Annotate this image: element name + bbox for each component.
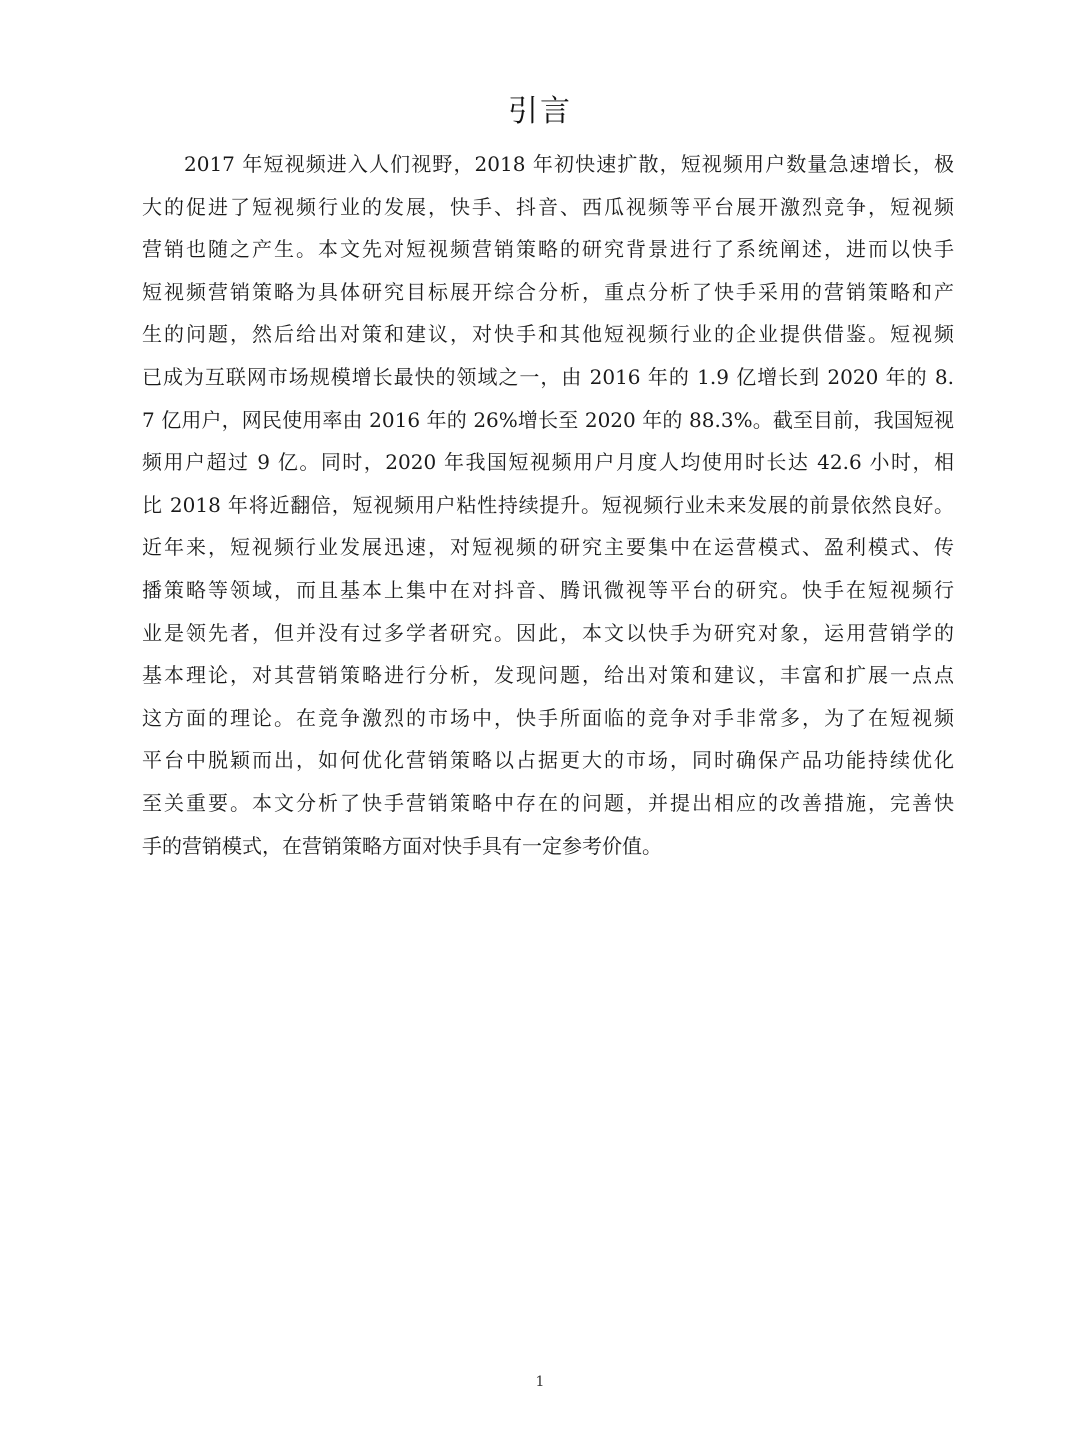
paragraph-line: 7 亿用户，网民使用率由 2016 年的 26%增长至 2020 年的 88.3%。截至目前，我国短视 xyxy=(142,407,954,432)
paragraph-line: 平台中脱颖而出，如何优化营销策略以占据更大的市场，同时确保产品功能持续优化 xyxy=(142,748,954,773)
paragraph-line: 至关重要。本文分析了快手营销策略中存在的问题，并提出相应的改善措施，完善快 xyxy=(142,790,954,815)
paragraph-line: 比 2018 年将近翻倍，短视频用户粘性持续提升。短视频行业未来发展的前景依然良好。 xyxy=(142,492,954,517)
paragraph-line: 生的问题，然后给出对策和建议，对快手和其他短视频行业的企业提供借鉴。短视频 xyxy=(142,322,954,347)
paragraph-line: 短视频营销策略为具体研究目标展开综合分析，重点分析了快手采用的营销策略和产 xyxy=(142,279,954,304)
paragraph-line: 近年来，短视频行业发展迅速，对短视频的研究主要集中在运营模式、盈利模式、传 xyxy=(142,535,954,560)
paragraph-line: 2017 年短视频进入人们视野，2018 年初快速扩散，短视频用户数量急速增长，极 xyxy=(184,152,954,176)
introduction-paragraph xyxy=(142,143,954,867)
page-number: 1 xyxy=(535,1374,545,1390)
page-title: 引言 xyxy=(508,94,572,129)
paragraph-line: 大的促进了短视频行业的发展，快手、抖音、西瓜视频等平台展开激烈竞争，短视频 xyxy=(142,194,954,219)
paragraph-line: 已成为互联网市场规模增长最快的领域之一，由 2016 年的 1.9 亿增长到 2020 年的 8. xyxy=(142,364,954,389)
paragraph-line: 营销也随之产生。本文先对短视频营销策略的研究背景进行了系统阐述，进而以快手 xyxy=(142,237,954,262)
paragraph-line: 手的营销模式，在营销策略方面对快手具有一定参考价值。 xyxy=(142,833,662,858)
paragraph-line: 频用户超过 9 亿。同时，2020 年我国短视频用户月度人均使用时长达 42.6 小时，相 xyxy=(142,450,954,475)
paragraph-line: 基本理论，对其营销策略进行分析，发现问题，给出对策和建议，丰富和扩展一点点 xyxy=(142,663,954,688)
paragraph-line: 播策略等领域，而且基本上集中在对抖音、腾讯微视等平台的研究。快手在短视频行 xyxy=(142,577,954,602)
paragraph-line: 业是领先者，但并没有过多学者研究。因此，本文以快手为研究对象，运用营销学的 xyxy=(142,620,954,645)
paragraph-line: 这方面的理论。在竞争激烈的市场中，快手所面临的竞争对手非常多，为了在短视频 xyxy=(142,705,954,730)
